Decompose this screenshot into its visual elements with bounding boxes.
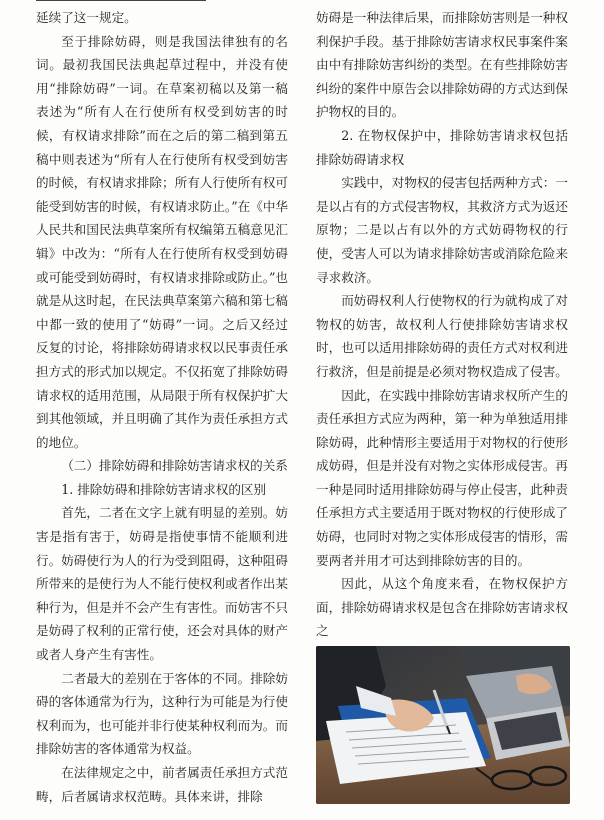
section-heading: （二）排除妨碍和排除妨害请求权的关系 <box>61 458 288 474</box>
paragraph: 因此，从这个角度来看，在物权保护方面，排除妨碍请求权是包含在排除妨害请求权之 <box>316 576 568 639</box>
paragraph: 至于排除妨碍，则是我国法律独有的名词。最初我国民法典起草过程中，并没有使用“排除妨碍”一词。在草案初稿以及第一稿表述为“所有人在行使所有权受到妨害的时候，有权请求排除”而在之后的第二稿到第五稿中则表述为“所有人在行使所有权受到妨害的时候，有权请求排除；所有人行使所有权可能受到妨害的时候，有权请求防止。”在《中华人民共和国民法典草案所有权编第五稿意见汇辑》中改为：“所有人在行使所有权受到妨碍或可能受到妨碍时，有权请求排除或防止。”也就是从这时起，在民法典草案第六稿和第七稿中都一致的使用了“妨碍”一词。之后又经过反复的讨论，将排除妨碍请求权以民事责任承担方式的形式加以规定。不仅拓宽了排除妨碍请求权的适用范围，从局限于所有权保护扩大到其他领域，并且明确了其作为责任承担方式的地位。 <box>36 33 289 450</box>
top-rule <box>36 0 206 1</box>
paragraph: 而妨碍权利人行使物权的行为就构成了对物权的妨害，故权利人行使排除妨害请求权时，也可以适用排除妨碍的责任方式对权利进行救济，但是前提是必须对物权造成了侵害。 <box>316 293 568 379</box>
paragraph: 首先，二者在文字上就有明显的差别。妨害是指有害于，妨碍是指使事情不能顺利进行。妨碍使行为人的行为受到阻碍，这种阻碍所带来的是使行为人不能行使权利或者作出某种行为，但是并不会产生有害性。而妨害不只是妨碍了权利的正常行使，还会对具体的财产或者人身产生有害性。 <box>36 505 288 663</box>
paragraph: 妨碍是一种法律后果，而排除妨害则是一种权利保护手段。基于排除妨害请求权民事案件案由中有排除妨害纠纷的类型。在有些排除妨害纠纷的案件中原告会以排除妨碍的方式达到保护物权的目的。 <box>316 10 568 120</box>
paragraph: 实践中，对物权的侵害包括两种方式：一是以占有的方式侵害物权，其救济方式为返还原物；二是以占有以外的方式妨碍物权的行使，受害人可以为请求排除妨害或消除危险来寻求救济。 <box>316 175 568 285</box>
subsection-heading: 2. 在物权保护中，排除妨害请求权包括排除妨碍请求权 <box>316 127 568 167</box>
paragraph: 在法律规定之中，前者属责任承担方式范畴，后者属请求权范畴。具体来讲，排除 <box>36 765 288 804</box>
subsection-heading: 1. 排除妨碍和排除妨害请求权的区别 <box>61 481 267 497</box>
left-column <box>36 6 288 808</box>
right-column <box>316 6 568 643</box>
paragraph: 因此，在实践中排除妨害请求权所产生的责任承担方式应为两种，第一种为单独适用排除妨碍，此种情形主要适用于对物权的行使形成妨碍，但是并没有对物之实体形成侵害。再一种是同时适用排除妨碍与停止侵害，此种责任承担方式主要适用于既对物权的行使形成了妨碍，也同时对物之实体形成侵害的情形，需要两者并用才可达到排除妨害的目的。 <box>316 387 568 568</box>
paragraph: 延续了这一规定。 <box>36 10 137 25</box>
paragraph: 二者最大的差别在于客体的不同。排除妨碍的客体通常为行为，这种行为可能是为行使权利而为，也可能并非行使某种权利而为。而排除妨害的客体通常为权益。 <box>36 670 288 757</box>
signing-document-photo <box>316 646 570 804</box>
